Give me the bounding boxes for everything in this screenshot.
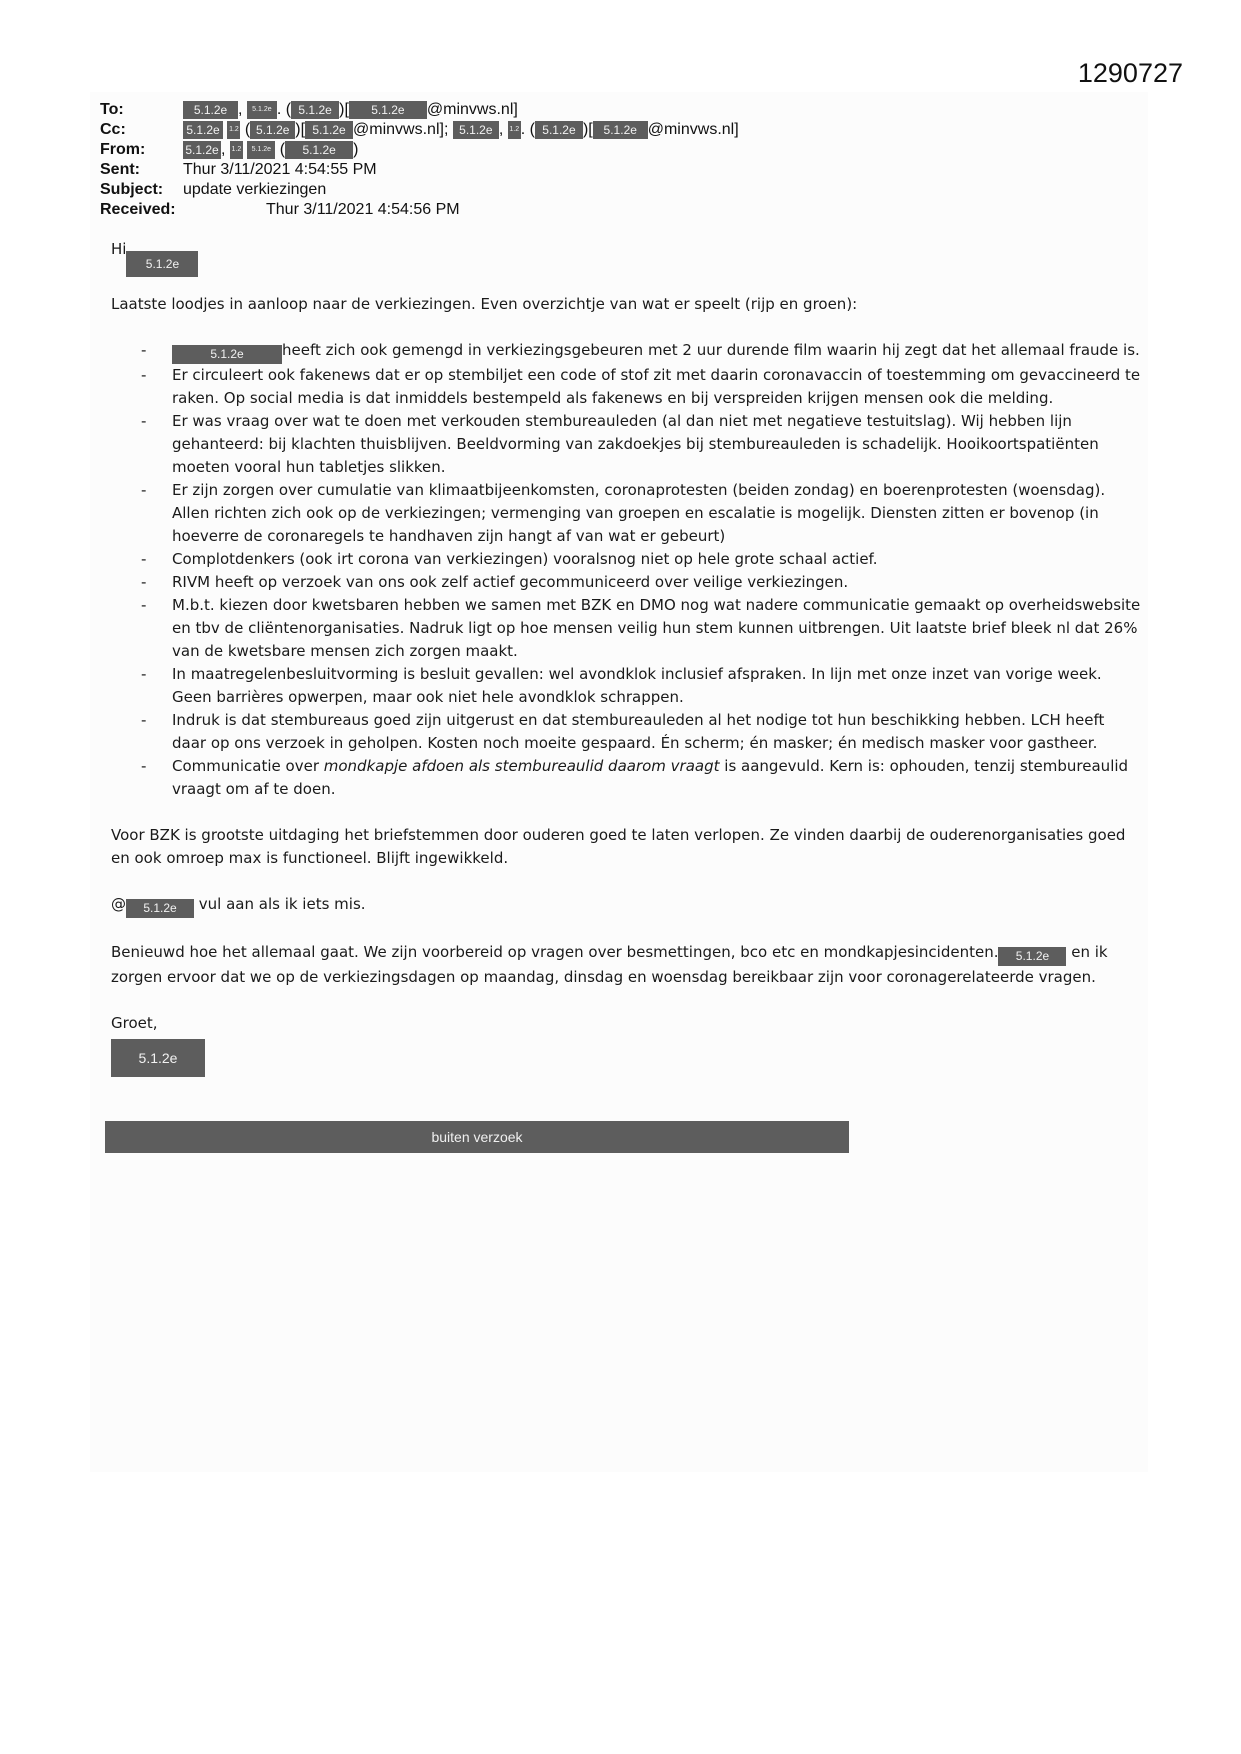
list-item-text: heeft zich ook gemengd in verkiezingsgebeuren met 2 uur durende film waarin hij zegt dat het allemaal fraude is. bbox=[282, 341, 1140, 359]
sent-label: Sent: bbox=[100, 161, 140, 178]
redaction: 5.1.2e bbox=[126, 251, 198, 277]
greeting-line bbox=[111, 238, 1141, 277]
mention-suffix: vul aan als ik iets mis. bbox=[194, 895, 366, 913]
redaction: 5.1.2e bbox=[172, 345, 282, 364]
email-domain: @minvws.nl]; bbox=[353, 121, 449, 138]
sent-row bbox=[100, 160, 1000, 180]
redaction: 5.1.2e bbox=[593, 121, 648, 139]
list-item bbox=[111, 339, 1141, 364]
outside-request-bar: buiten verzoek bbox=[105, 1121, 849, 1153]
closing-text: Benieuwd hoe het allemaal gaat. We zijn voorbereid op vragen over besmettingen, bco etc en mondkapjesincidenten. bbox=[111, 943, 999, 961]
email-domain: @minvws.nl] bbox=[426, 101, 518, 118]
mention-line bbox=[111, 893, 1141, 918]
from-row bbox=[100, 140, 1000, 160]
redaction: 5.1.2e bbox=[285, 141, 353, 159]
update-list bbox=[111, 339, 1141, 801]
redaction: 5.1.2e bbox=[247, 101, 277, 119]
to-label: To: bbox=[100, 101, 124, 118]
sent-value: Thur 3/11/2021 4:54:55 PM bbox=[183, 161, 377, 178]
redaction: 5.1.2e bbox=[453, 121, 499, 139]
redaction: 5.1.2e bbox=[305, 121, 353, 139]
list-item bbox=[111, 755, 1141, 801]
redaction: 5.1.2e bbox=[247, 141, 275, 159]
cc-label: Cc: bbox=[100, 121, 126, 138]
list-item: - Er zijn zorgen over cumulatie van klimaatbijeenkomsten, coronaprotesten (beiden zondag) en boerenprotesten (woensdag). Allen richten zich ook op de verkiezingen; vermenging van groepen en escalatie is mogelijk. Diensten zitten er bovenop (in hoeverre de coronaregels te handhaven zijn hangt af van wat er gebeurt) bbox=[111, 479, 1141, 548]
redaction: 5.1.2e bbox=[291, 101, 339, 119]
sign-off: Groet, bbox=[111, 1014, 158, 1032]
redaction: 5.1.2e bbox=[183, 141, 221, 159]
redaction: 5.1.2e bbox=[183, 121, 223, 139]
list-item: - Er circuleert ook fakenews dat er op stembiljet een code of stof zit met daarin coronavaccin of toestemming om gevaccineerd te raken. Op social media is dat inmiddels bestempeld als fakenews en bij verspreiden krijgen mensen ook die melding. bbox=[111, 364, 1141, 410]
cc-value: 5.1.2e 1.2 ( 5.1.2e )[ 5.1.2e @minvws.nl]; 5.1.2e , 1.2 . ( 5.1.2e )[ 5.1.2e @minvws.nl] bbox=[183, 120, 739, 140]
document-number: 1290727 bbox=[1077, 58, 1183, 88]
signature-redaction: 5.1.2e bbox=[111, 1039, 205, 1077]
to-row bbox=[100, 100, 1000, 120]
subject-row bbox=[100, 180, 1000, 200]
from-label: From: bbox=[100, 141, 146, 158]
subject-value: update verkiezingen bbox=[183, 181, 327, 198]
received-label: Received: bbox=[100, 201, 176, 218]
list-item-text: is aangevuld. Kern is: ophouden, tenzij stembureaulid vraagt om af te doen. bbox=[172, 757, 1129, 798]
redaction: 1.2 bbox=[508, 121, 521, 139]
email-headers bbox=[100, 100, 1000, 220]
cc-row bbox=[100, 120, 1000, 140]
to-value: 5.1.2e , 5.1.2e . ( 5.1.2e )[ 5.1.2e @minvws.nl] bbox=[183, 100, 518, 120]
redaction: 5.1.2e bbox=[126, 899, 194, 918]
received-value: Thur 3/11/2021 4:54:56 PM bbox=[266, 201, 460, 218]
redaction: 1.2 bbox=[227, 121, 240, 139]
email-domain: @minvws.nl] bbox=[647, 121, 739, 138]
redaction: 5.1.2e bbox=[349, 101, 427, 119]
email-body bbox=[111, 238, 1141, 1077]
list-item: - Er was vraag over wat te doen met verkouden stembureauleden (al dan niet met negatieve testuitslag). Wij hebben lijn gehanteerd: bij klachten thuisblijven. Beeldvorming van zakdoekjes bij stembureauleden is schadelijk. Hooikoortspatiënten moeten vooral hun tabletjes slikken. bbox=[111, 410, 1141, 479]
redaction: 5.1.2e bbox=[998, 947, 1066, 966]
list-item-text: Communicatie over bbox=[172, 757, 324, 775]
list-item: - RIVM heeft op verzoek van ons ook zelf actief gecommuniceerd over veilige verkiezingen. bbox=[111, 571, 1141, 594]
from-value: 5.1.2e , 1.2 5.1.2e ( 5.1.2e ) bbox=[183, 140, 358, 160]
redaction: 5.1.2e bbox=[535, 121, 583, 139]
closing-text: en ik zorgen ervoor dat we op de verkiezingsdagen op maandag, dinsdag en woensdag bereikbaar zijn voor coronagerelateerde vragen. bbox=[111, 943, 1108, 986]
list-item: - In maatregelenbesluitvorming is besluit gevallen: wel avondklok inclusief afspraken. In lijn met onze inzet van vorige week. Geen barrières opwerpen, maar ook niet hele avondklok schrappen. bbox=[111, 663, 1141, 709]
redaction: 5.1.2e bbox=[250, 121, 295, 139]
list-item: - Indruk is dat stembureaus goed zijn uitgerust en dat stembureauleden al het nodige tot hun beschikking hebben. LCH heeft daar op ons verzoek in geholpen. Kosten noch moeite gespaard. Én scherm; én masker; én medisch masker voor gastheer. bbox=[111, 709, 1141, 755]
received-row bbox=[100, 200, 1000, 220]
list-item: - M.b.t. kiezen door kwetsbaren hebben we samen met BZK en DMO nog wat nadere communicatie gemaakt op overheidswebsite en tbv de cliëntenorganisaties. Nadruk ligt op hoe mensen veilig hun stem kunnen uitbrengen. Uit laatste brief bleek nl dat 26% van de kwetsbare mensen zich zorgen maakt. bbox=[111, 594, 1141, 663]
subject-label: Subject: bbox=[100, 181, 164, 198]
greeting: Hi bbox=[111, 240, 127, 258]
italic-phrase: mondkapje afdoen als stembureaulid daarom vraagt bbox=[323, 757, 720, 775]
bzk-paragraph: Voor BZK is grootste uitdaging het briefstemmen door ouderen goed te laten verlopen. Ze vinden daarbij de ouderenorganisaties goed en ook omroep max is functioneel. Blijft ingewikkeld. bbox=[111, 826, 1126, 867]
intro-paragraph: Laatste loodjes in aanloop naar de verkiezingen. Even overzichtje van wat er speelt (rijp en groen): bbox=[111, 295, 858, 313]
redaction: 1.2 bbox=[230, 141, 243, 159]
redaction: 5.1.2e bbox=[183, 101, 238, 119]
mention-prefix: @ bbox=[111, 895, 126, 913]
closing-paragraph bbox=[111, 941, 1141, 989]
list-item: - Complotdenkers (ook irt corona van verkiezingen) vooralsnog niet op hele grote schaal actief. bbox=[111, 548, 1141, 571]
